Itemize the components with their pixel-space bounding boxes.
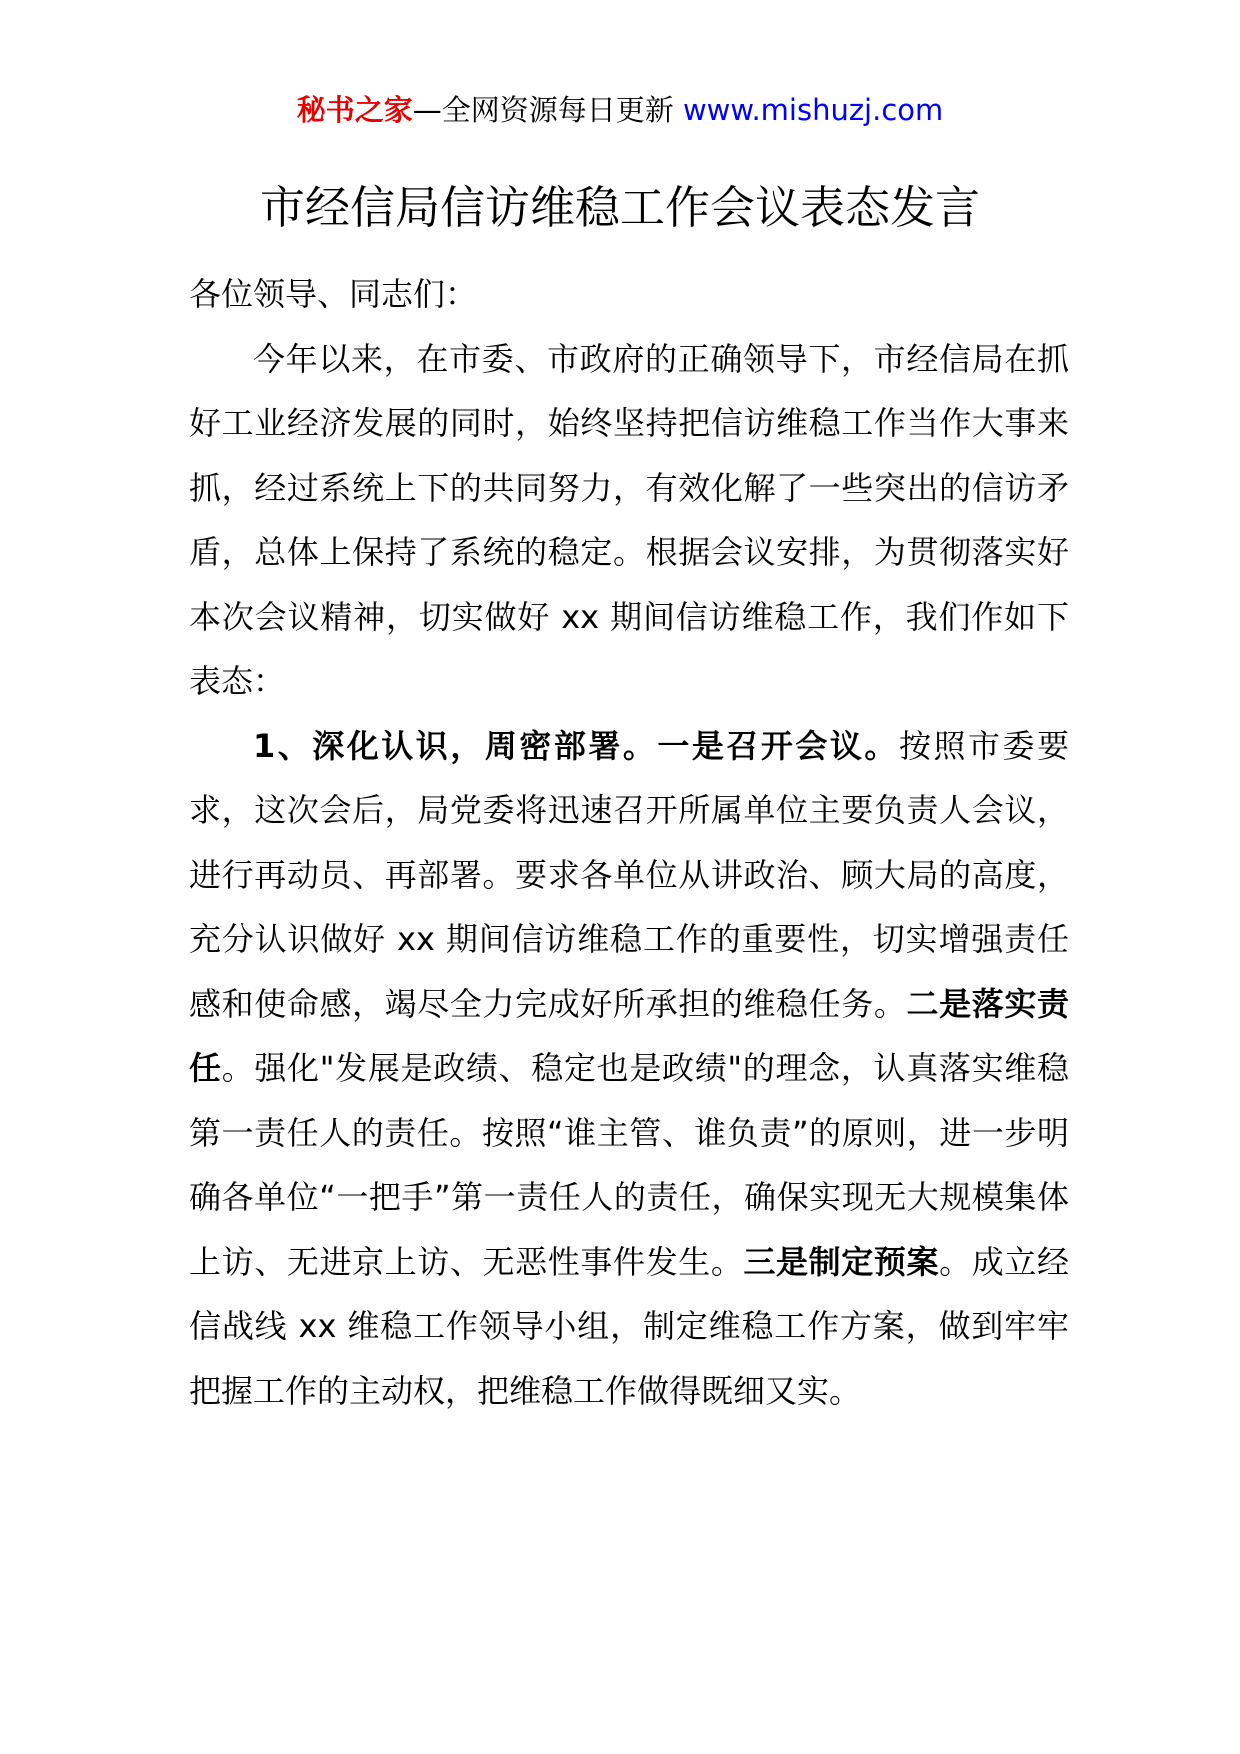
section-1-heading: 1、深化认识，周密部署。 (253, 726, 658, 765)
point-2-text: 。强化"发展是政绩、稳定也是政绩"的理念，认真落实维稳第一责任人的责任。按照“谁主管、谁负责”的原则，进一步明确各单位“一把手”第一责任人的责任，确保实现无大规模集体上访、无进京上访、无恶性事件发生。 (189, 1049, 1069, 1281)
brand-name: 秘书之家 (296, 93, 413, 127)
point-1-heading: 一是召开会议。 (657, 726, 899, 765)
header-slogan: —全网资源每日更新 (412, 93, 683, 127)
website-link[interactable]: www.mishuzj.com (682, 93, 944, 127)
point-3-heading: 三是制定预案 (743, 1242, 940, 1281)
document-body (189, 262, 1069, 1423)
section-1-paragraph (189, 714, 1069, 1424)
salutation: 各位领导、同志们： (189, 275, 478, 313)
page-header (0, 88, 1240, 132)
point-3-text: 。成立经信战线 xx 维稳工作领导小组，制定维稳工作方案，做到牢牢把握工作的主动权，把维稳工作做得既细又实。 (189, 1242, 1069, 1410)
point-2-heading: 二是落实责任 (189, 984, 1069, 1087)
point-1-text: 按照市委要求，这次会后，局党委将迅速召开所属单位主要负责人会议，进行再动员、再部署。要求各单位从讲政治、顾大局的高度，充分认识做好 xx 期间信访维稳工作的重要性，切实增强责任感和使命感，竭尽全力完成好所承担的维稳任务。 (189, 726, 1069, 1023)
document-title: 市经信局信访维稳工作会议表态发言 (259, 181, 980, 234)
intro-paragraph: 今年以来，在市委、市政府的正确领导下，市经信局在抓好工业经济发展的同时，始终坚持把信访维稳工作当作大事来抓，经过系统上下的共同努力，有效化解了一些突出的信访矛盾，总体上保持了系统的稳定。根据会议安排，为贯彻落实好本次会议精神，切实做好 xx 期间信访维稳工作，我们作如下表态： (189, 339, 1069, 700)
